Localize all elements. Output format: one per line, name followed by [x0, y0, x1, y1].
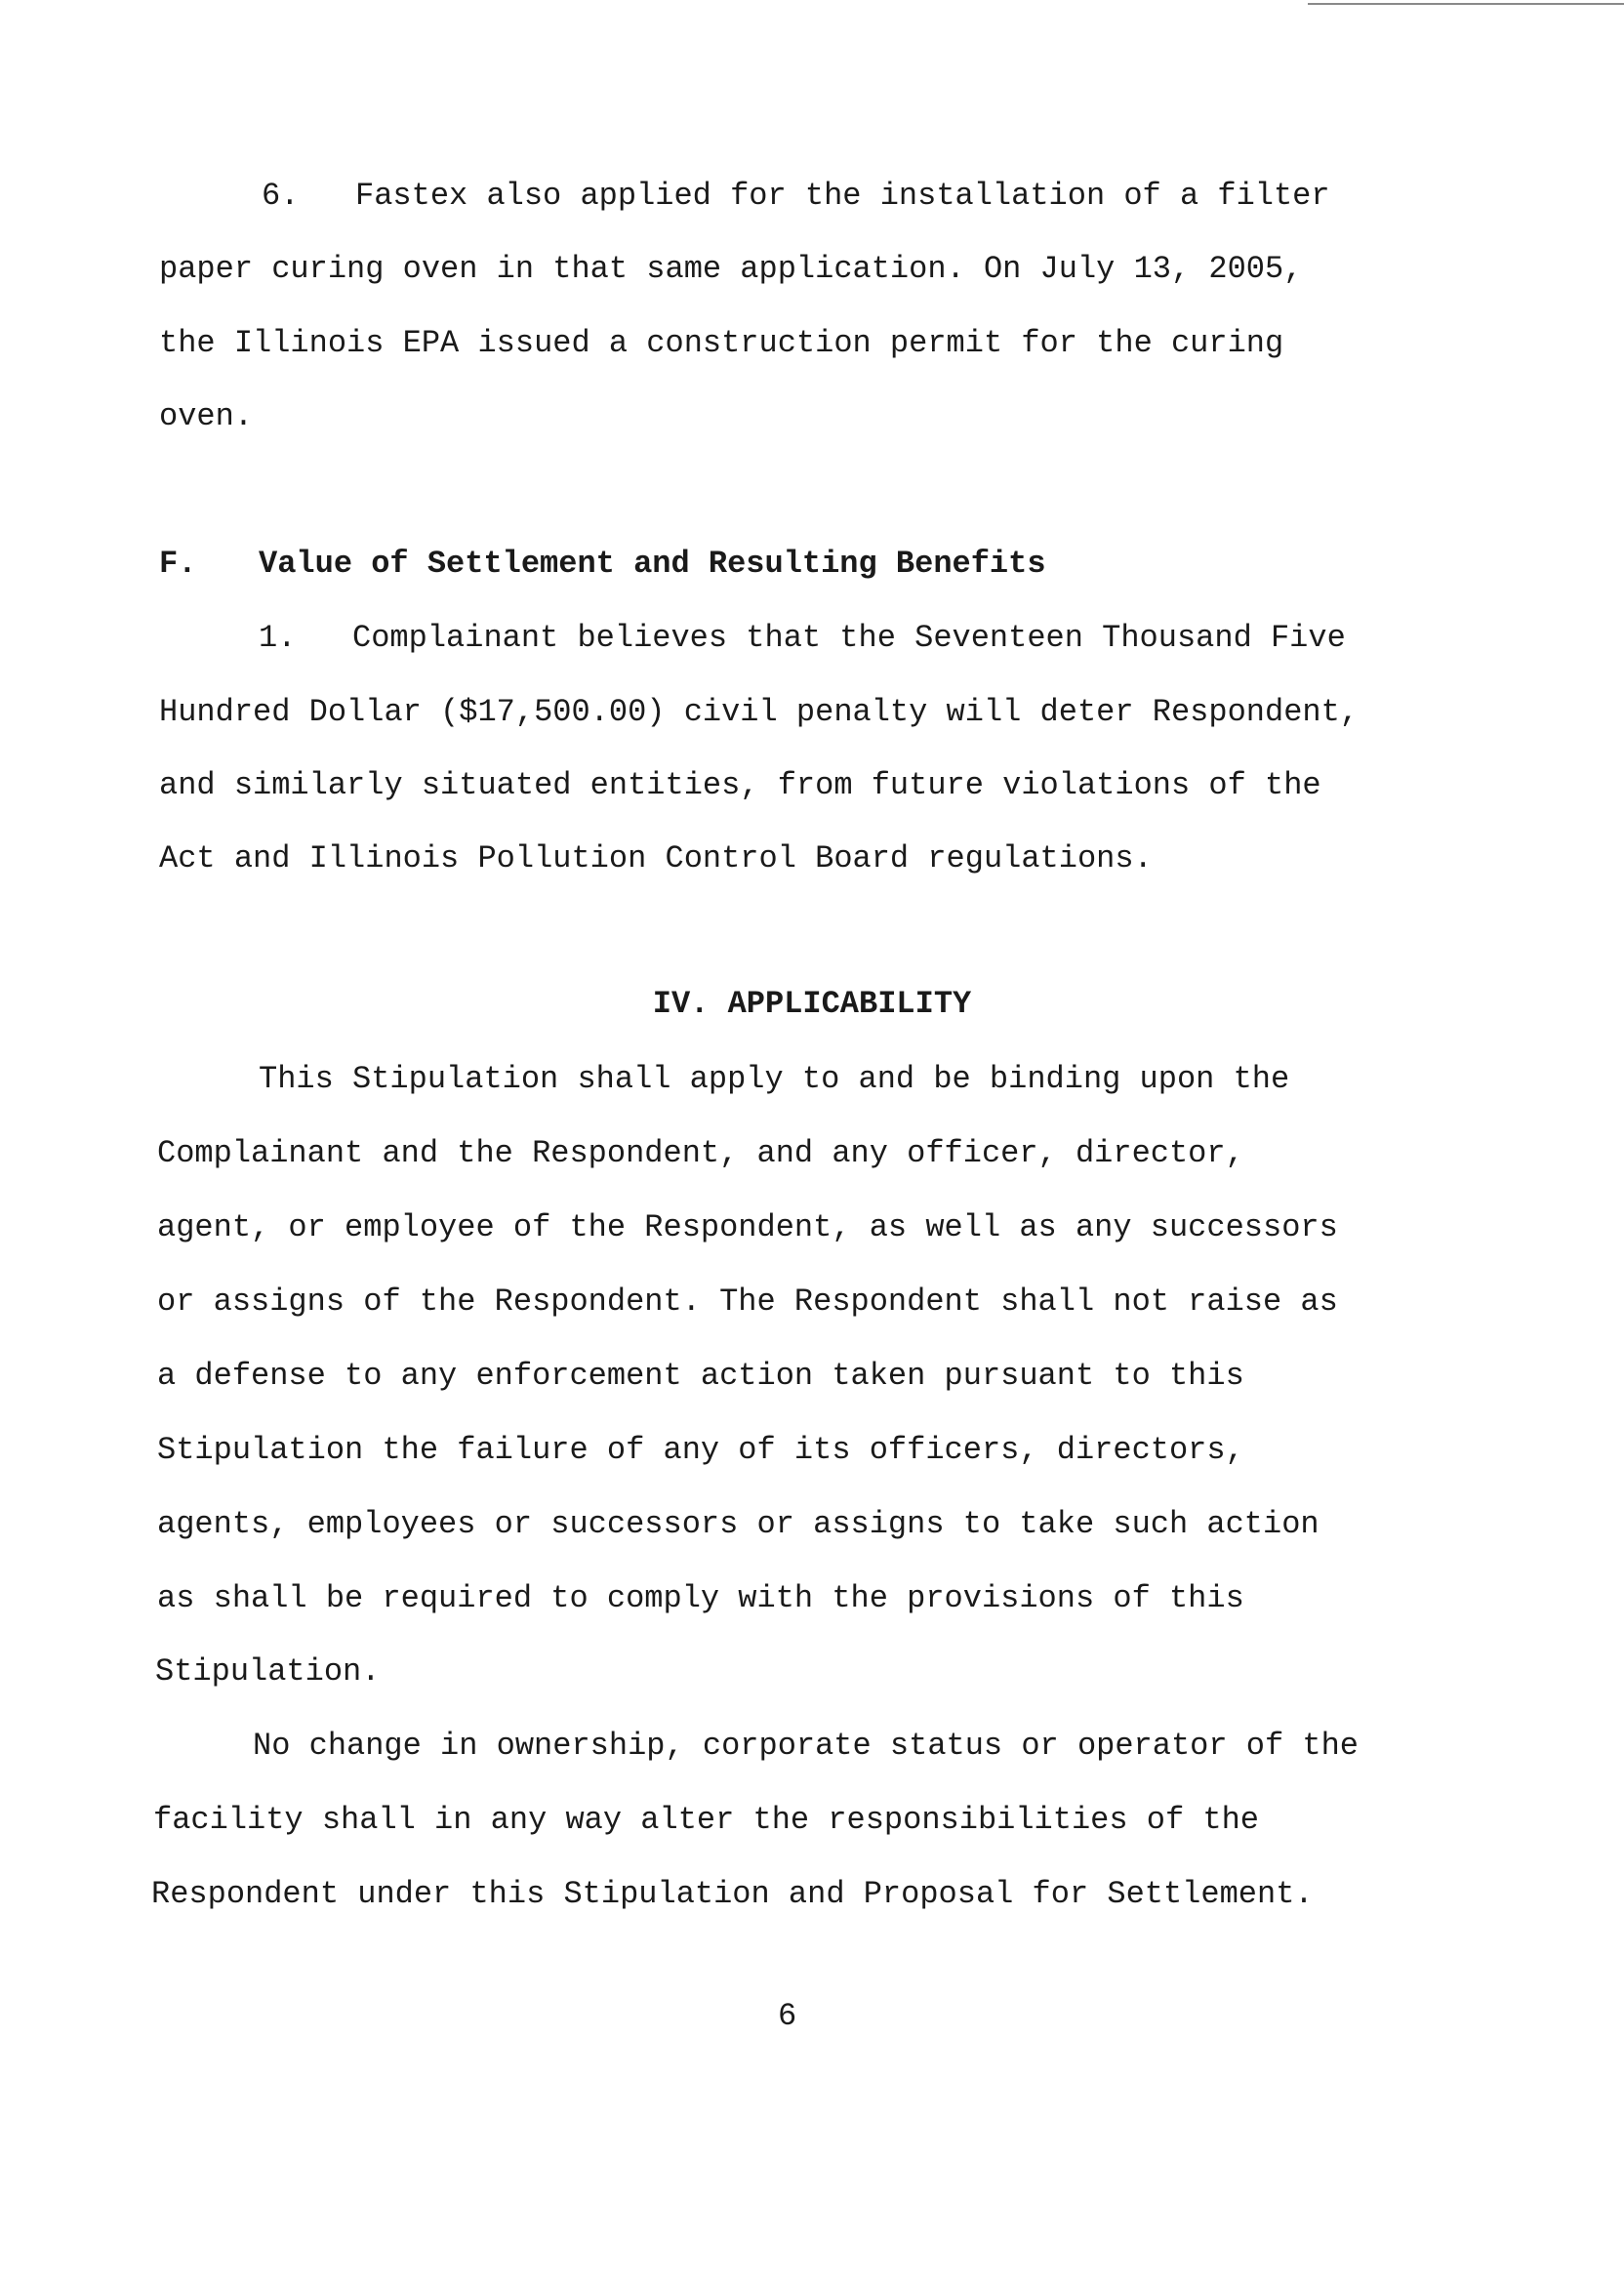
section-iv-paragraph-line: Stipulation.	[155, 1653, 381, 1690]
paragraph-6-line: the Illinois EPA issued a construction permit for the curing	[159, 325, 1284, 361]
section-iv-paragraph-2-line: Respondent under this Stipulation and Proposal for Settlement.	[151, 1876, 1314, 1912]
section-f-paragraph-line: Act and Illinois Pollution Control Board regulations.	[159, 840, 1153, 876]
section-iv-paragraph-line: agent, or employee of the Respondent, as well as any successors	[157, 1209, 1338, 1245]
page-number: 6	[778, 1998, 797, 2034]
section-f-paragraph-line: 1. Complainant believes that the Seventeen Thousand Five	[259, 620, 1346, 656]
section-iv-heading: IV. APPLICABILITY	[652, 986, 972, 1022]
paragraph-6-line: paper curing oven in that same application. On July 13, 2005,	[159, 251, 1303, 287]
paragraph-6-line: oven.	[159, 398, 254, 434]
section-iv-paragraph-2-line: facility shall in any way alter the responsibilities of the	[153, 1802, 1259, 1838]
section-iv-paragraph-line: This Stipulation shall apply to and be binding upon the	[259, 1061, 1290, 1097]
section-iv-paragraph-line: a defense to any enforcement action taken pursuant to this	[157, 1358, 1244, 1394]
section-f-letter: F.	[159, 546, 197, 582]
section-iv-paragraph-line: Complainant and the Respondent, and any officer, director,	[157, 1135, 1244, 1171]
section-iv-paragraph-line: Stipulation the failure of any of its officers, directors,	[157, 1432, 1244, 1468]
section-iv-paragraph-2-line: No change in ownership, corporate status or operator of the	[253, 1728, 1359, 1764]
section-iv-paragraph-line: agents, employees or successors or assigns to take such action	[157, 1506, 1320, 1542]
section-iv-paragraph-line: or assigns of the Respondent. The Respondent shall not raise as	[157, 1284, 1338, 1320]
section-f-paragraph-line: Hundred Dollar ($17,500.00) civil penalty will deter Respondent,	[159, 694, 1359, 730]
section-f-heading: Value of Settlement and Resulting Benefits	[259, 546, 1046, 582]
paragraph-6-line: 6. Fastex also applied for the installation of a filter	[262, 178, 1330, 214]
section-iv-paragraph-line: as shall be required to comply with the provisions of this	[157, 1580, 1244, 1616]
top-edge-rule	[1308, 3, 1624, 5]
section-f-paragraph-line: and similarly situated entities, from future violations of the	[159, 767, 1321, 803]
